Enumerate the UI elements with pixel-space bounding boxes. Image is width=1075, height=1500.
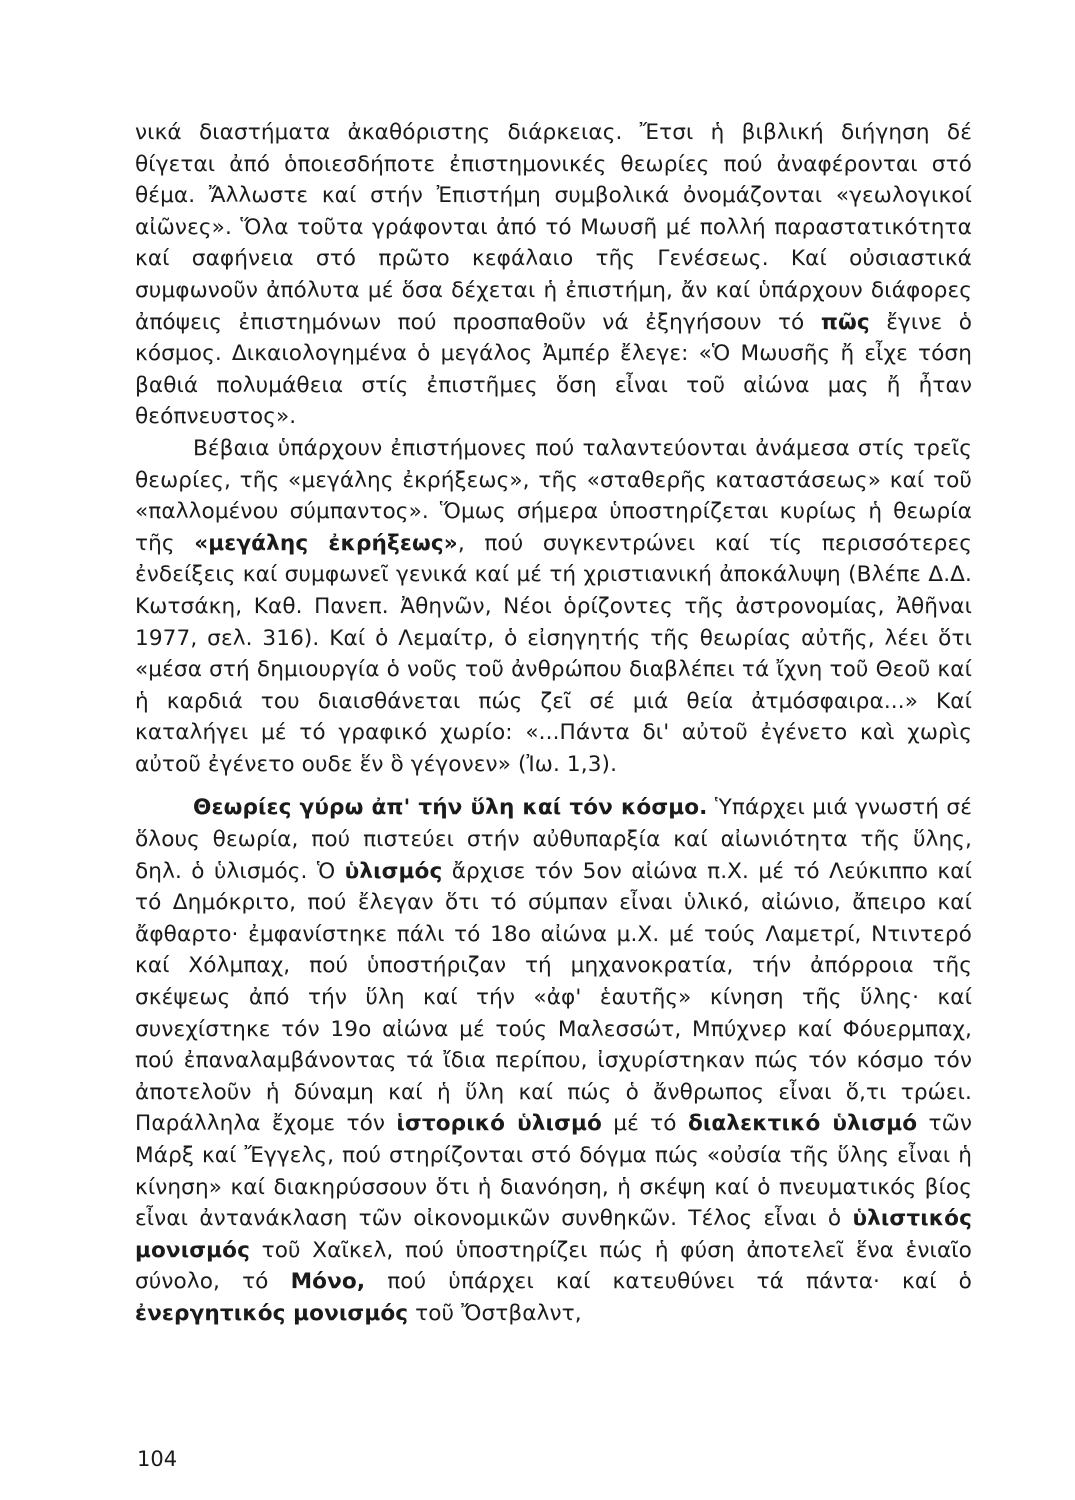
- text-run: ἄρχισε τόν 5ον αἰώνα π.Χ. μέ τό Λεύκιππο καί τό Δημόκριτο, πού ἔλεγαν ὅτι τό σύμπαν εἶναι ὑλικό, αἰώνιο, ἄπειρο καί ἄφθαρτο· ἐμφανίστηκε πάλι τό 18ο αἰώνα μ.Χ. μέ τούς Λαμετρί, Ντιντερό καί Χόλμπαχ, πού ὑποστήριζαν τή μηχανοκρατία, τήν ἀπόρροια τῆς σκέψεως ἀπό τήν ὕλη καί τήν «ἀφ' ἑαυτῆς» κίνηση τῆς ὕλης· καί συνεχίστηκε τόν 19ο αἰώνα μέ τούς Μαλεσσώτ, Μπύχνερ καί Φόυερμπαχ, πού ἐπαναλαμβάνοντας τά ἴδια περίπου, ἰσχυρίστηκαν πώς τόν κόσμο τόν ἀποτελοῦν ἡ δύναμη καί ἡ ὕλη καί πώς ὁ ἄνθρωπος εἶναι ὅ,τι τρώει. Παράλληλα ἔχομε τόν: [135, 858, 972, 1137]
- text-run: τοῦ Ὄστβαλντ,: [408, 1300, 582, 1326]
- bold-run: ὑλιστικός μονισμός: [135, 1206, 972, 1263]
- text-run: πού ὑπάρχει καί κατευθύνει τά πάντα· καί ὁ: [365, 1269, 972, 1295]
- paragraph-big-bang: [135, 433, 972, 781]
- text-run: Βέβαια ὑπάρχουν ἐπιστήμονες πού ταλαντεύονται ἀνάμεσα στίς τρεῖς θεωρίες, τῆς «μεγάλης ἐκρήξεως», τῆς «σταθερῆς καταστάσεως» καί τοῦ «παλλομένου σύμπαντος». Ὅμως σήμερα ὑποστηρίζεται κυρίως ἡ θεωρία τῆς: [135, 435, 972, 556]
- text-run: τοῦ Χαῖκελ, πού ὑποστηρίζει πώς ἡ φύση ἀποτελεῖ ἕνα ἑνιαῖο σύνολο, τό: [135, 1237, 972, 1295]
- bold-run: ἱστορικό ὑλισμό: [396, 1111, 602, 1137]
- bold-run: πῶς: [820, 309, 870, 335]
- text-run: , πού συγκεντρώνει καί τίς περισσότερες ἐνδείξεις καί συμφωνεῖ γενικά καί μέ τή χριστιανική ἀποκάλυψη (Βλέπε Δ.Δ. Κωτσάκη, Καθ. Πανεπ. Ἀθηνῶν, Νέοι ὁρίζοντες τῆς ἀστρονομίας, Ἀθῆναι 1977, σελ. 316). Καί ὁ Λεμαίτρ, ὁ εἰσηγητής τῆς θεωρίας αὐτῆς, λέει ὅτι «μέσα στή δημιουργία ὁ νοῦς τοῦ ἀνθρώπου διαβλέπει τά ἴχνη τοῦ Θεοῦ καί ἡ καρδιά του διαισθάνεται πώς ζεῖ σέ μιά θεία ἀτμόσφαιρα...» Καί καταλήγει μέ τό γραφικό χωρίο: «...Πάντα δι' αὐτοῦ ἐγένετο καὶ χωρὶς αὐτοῦ ἐγένετο ουδε ἕν ὃ γέγονεν» (Ἰω. 1,3).: [135, 530, 972, 777]
- paragraph-genesis: [135, 117, 972, 433]
- bold-run: διαλεκτικό ὑλισμό: [687, 1111, 918, 1137]
- bold-run: «μεγάλης ἐκρήξεως»: [194, 530, 458, 556]
- body-text: [135, 117, 972, 1330]
- text-run: νικά διαστήματα ἀκαθόριστης διάρκειας. Ἔτσι ἡ βιβλική διήγηση δέ θίγεται ἀπό ὁποιεσδήποτε ἐπιστημονικές θεωρίες πού ἀναφέρονται στό θέμα. Ἄλλωστε καί στήν Ἐπιστήμη συμβολικά ὀνομάζονται «γεωλογικοί αἰῶνες». Ὅλα τοῦτα γράφονται ἀπό τό Μωυσῆ μέ πολλή παραστατικότητα καί σαφήνεια στό πρῶτο κεφάλαιο τῆς Γενέσεως. Καί οὐσιαστικά συμφωνοῦν ἀπόλυτα μέ ὅσα δέχεται ἡ ἐπιστήμη, ἄν καί ὑπάρχουν διάφορες ἀπόψεις ἐπιστημόνων πού προσπαθοῦν νά ἐξηγήσουν τό: [135, 120, 972, 335]
- page-number: 104: [137, 1447, 178, 1471]
- bold-run: Μόνο,: [290, 1269, 366, 1295]
- text-run: ἔγινε ὁ κόσμος. Δικαιολογημένα ὁ μεγάλος Ἀμπέρ ἔλεγε: «Ὁ Μωυσῆς ἤ εἶχε τόση βαθιά πολυμάθεια στίς ἐπιστῆμες ὅση εἶναι τοῦ αἰώνα μας ἤ ἦταν θεόπνευστος».: [135, 309, 973, 430]
- bold-run: ὑλισμός: [344, 858, 443, 884]
- bold-run: ἐνεργητικός μονισμός: [135, 1300, 409, 1326]
- paragraph-materialism: [135, 792, 972, 1329]
- text-run: τῶν Μάρξ καί Ἔγγελς, πού στηρίζονται στό δόγμα πώς «οὐσία τῆς ὕλης εἶναι ἡ κίνηση» καί διακηρύσσουν ὅτι ἡ διανόηση, ἡ σκέψη καί ὁ πνευματικός βίος εἶναι ἀντανάκλαση τῶν οἰκονομικῶν συνθηκῶν. Τέλος εἶναι ὁ: [135, 1111, 972, 1232]
- text-run: μέ τό: [601, 1111, 688, 1137]
- section-heading: Θεωρίες γύρω ἀπ' τήν ὕλη καί τόν κόσμο.: [193, 795, 708, 821]
- text-run: Ὑπάρχει μιά γνωστή σέ ὅλους θεωρία, πού πιστεύει στήν αὐθυπαρξία καί αἰωνιότητα τῆς ὕλης, δηλ. ὁ ὑλισμός. Ὁ: [135, 795, 972, 884]
